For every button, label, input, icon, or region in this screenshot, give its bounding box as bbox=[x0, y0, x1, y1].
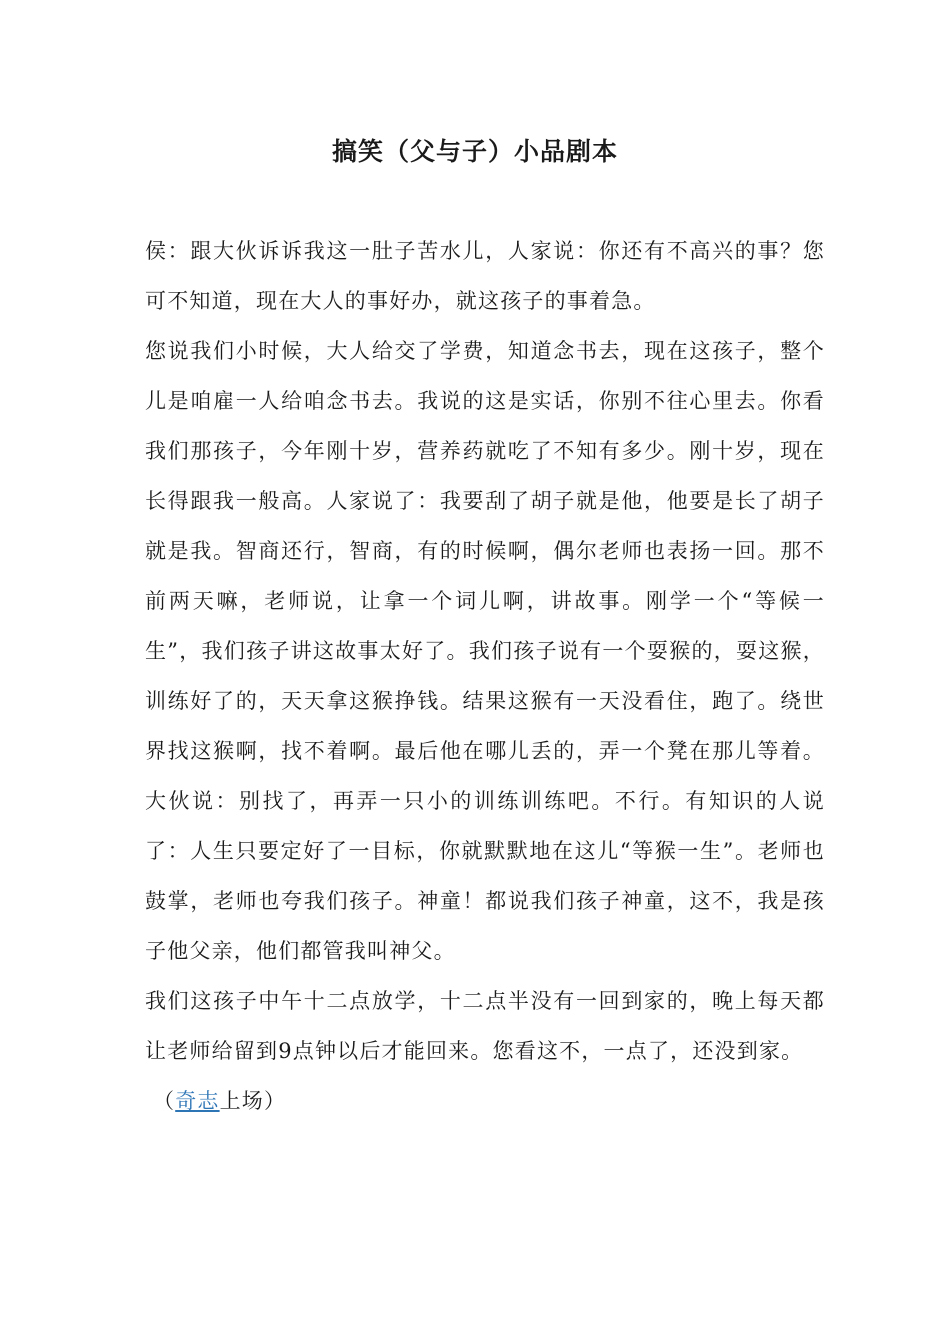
stage-direction-rest: 上场） bbox=[219, 1089, 287, 1113]
paragraph-1: 侯：跟大伙诉诉我这一肚子苦水儿，人家说：你还有不高兴的事？您可不知道，现在大人的事好办，就这孩子的事着急。 bbox=[145, 239, 825, 313]
document-title: 搞笑（父与子）小品剧本 bbox=[331, 137, 618, 166]
character-name-link[interactable]: 奇志 bbox=[175, 1089, 220, 1113]
stage-direction bbox=[145, 1076, 825, 1126]
stage-direction-open: （ bbox=[153, 1089, 176, 1113]
script-body bbox=[145, 226, 825, 1126]
paragraph-3: 我们这孩子中午十二点放学，十二点半没有一回到家的，晚上每天都让老师给留到9点钟以后才能回来。您看这不，一点了，还没到家。 bbox=[145, 989, 825, 1063]
paragraph-2: 您说我们小时候，大人给交了学费，知道念书去，现在这孩子，整个儿是咱雇一人给咱念书去。我说的这是实话，你别不往心里去。你看我们那孩子，今年刚十岁，营养药就吃了不知有多少。刚十岁，现在长得跟我一般高。人家说了：我要刮了胡子就是他，他要是长了胡子就是我。智商还行，智商，有的时候啊，偶尔老师也表扬一回。那不前两天嘛，老师说，让拿一个词儿啊，讲故事。刚学一个“等候一生”，我们孩子讲这故事太好了。我们孩子说有一个耍猴的，耍这猴，训练好了的，天天拿这猴挣钱。结果这猴有一天没看住，跑了。绕世界找这猴啊，找不着啊。最后他在哪儿丢的，弄一个凳在那儿等着。大伙说：别找了，再弄一只小的训练训练吧。不行。有知识的人说了：人生只要定好了一目标，你就默默地在这儿“等猴一生”。老师也鼓掌，老师也夸我们孩子。神童！都说我们孩子神童，这不，我是孩子他父亲，他们都管我叫神父。 bbox=[145, 339, 825, 963]
